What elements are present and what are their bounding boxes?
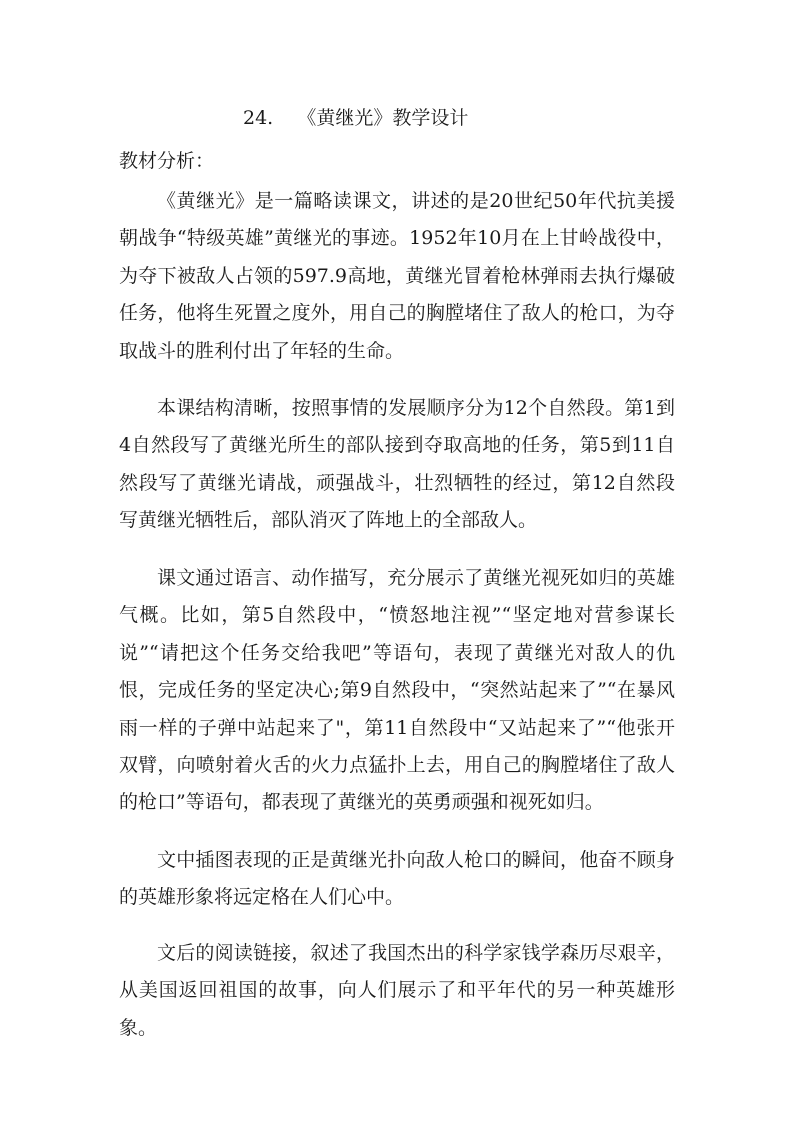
paragraph-1: 《黄继光》是一篇略读课文，讲述的是20世纪50年代抗美援朝战争“特级英雄”黄继光的事迹。1952年10月在上甘岭战役中，为夺下被敌人占领的597.9高地，黄继光冒着枪林弹雨去执行爆破任务，他将生死置之度外，用自己的胸膛堵住了敌人的枪口，为夺取战斗的胜利付出了年轻的生命。 <box>119 190 675 362</box>
section-heading: 教材分析： <box>119 150 215 172</box>
paragraph-2: 本课结构清晰，按照事情的发展顺序分为12个自然段。第1到4自然段写了黄继光所生的部队接到夺取高地的任务，第5到11自然段写了黄继光请战，顽强战斗，壮烈牺牲的经过，第12自然段写黄继光牺牲后，部队消灭了阵地上的全部敌人。 <box>119 397 675 532</box>
paragraph-5: 文后的阅读链接，叙述了我国杰出的科学家钱学森历尽艰辛，从美国返回祖国的故事，向人们展示了和平年代的另一种英雄形象。 <box>119 942 675 1039</box>
paragraph-3: 课文通过语言、动作描写，充分展示了黄继光视死如归的英雄气概。比如，第5自然段中，“愤怒地注视”“坚定地对营参谋长说”“请把这个任务交给我吧”等语句，表现了黄继光对敌人的仇恨，完成任务的坚定决心;第9自然段中，“突然站起来了”“在暴风雨一样的子弹中站起来了"，第11自然段中“又站起来了”“他张开双臂，向喷射着火舌的火力点猛扑上去，用自己的胸膛堵住了敌人的枪口”等语句，都表现了黄继光的英勇顽强和视死如归。 <box>119 567 675 814</box>
document-title: 24. 《黄继光》教学设计 <box>243 107 469 129</box>
paragraph-4: 文中插图表现的正是黄继光扑向敌人枪口的瞬间，他奋不顾身的英雄形象将远定格在人们心中。 <box>119 849 675 909</box>
